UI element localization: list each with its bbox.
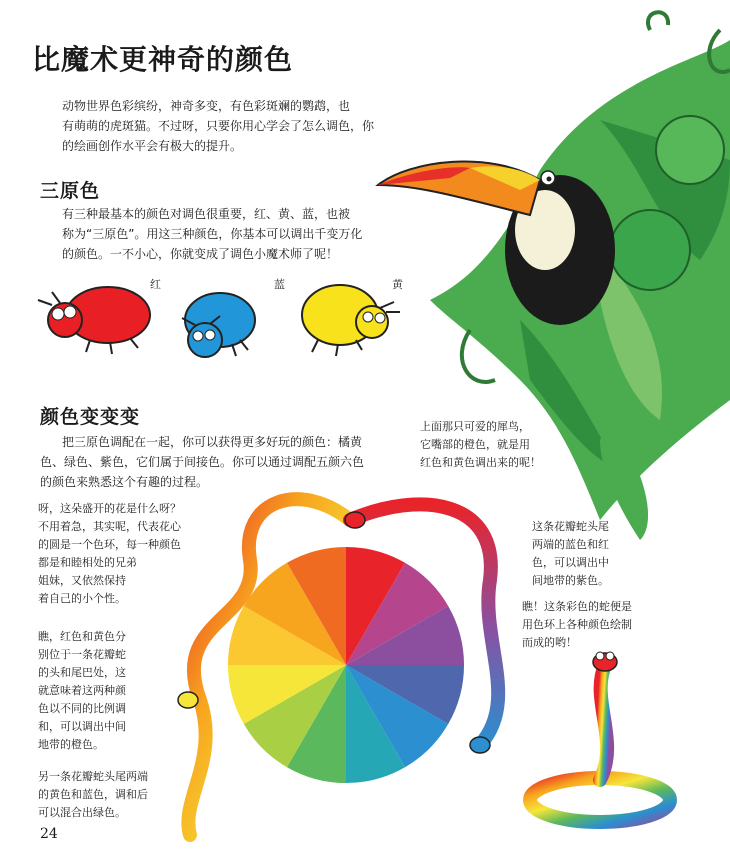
- body-line: 称为“三原色”。用这三种颜色，你基本可以调出千变万化: [62, 227, 363, 241]
- note-line: 可以混合出绿色。: [38, 806, 126, 819]
- note-line: 瞧，红色和黄色分: [38, 630, 126, 643]
- note-line: 上面那只可爱的犀鸟，: [420, 420, 530, 433]
- page-title: 比魔术更神奇的颜色: [32, 43, 294, 76]
- note-line: 而成的哟！: [522, 636, 577, 649]
- note-blue-red: [532, 518, 662, 590]
- note-line: 这条花瓣蛇头尾: [532, 520, 609, 533]
- note-line: 另一条花瓣蛇头尾两端: [38, 770, 148, 783]
- page-number: 24: [40, 826, 58, 842]
- note-line: 色，可以调出中: [532, 556, 609, 569]
- intro-paragraph: [62, 96, 382, 156]
- note-line: 都是和睦相处的兄弟: [38, 556, 137, 569]
- note-line: 呀，这朵盛开的花是什么呀？: [38, 502, 181, 515]
- note-line: 和，可以调出中间: [38, 720, 126, 733]
- section-heading-primary-colors: 三原色: [40, 180, 101, 202]
- note-line: 就意味着这两种颜: [38, 684, 126, 697]
- note-line: 的圆是一个色环，每一种颜色: [38, 538, 181, 551]
- note-line: 色以不同的比例调: [38, 702, 126, 715]
- body-line: 的颜色来熟悉这个有趣的过程。: [40, 475, 209, 489]
- primary-colors-paragraph: [62, 204, 382, 264]
- note-line: 的头和尾巴处，这: [38, 666, 126, 679]
- note-line: 不用着急，其实呢，代表花心: [38, 520, 181, 533]
- body-line: 有三种最基本的颜色对调色很重要，红、黄、蓝，也被: [62, 207, 351, 221]
- note-line: 瞧！这条彩色的蛇便是: [522, 600, 632, 613]
- intro-line: 的绘画创作水平会有极大的提升。: [62, 139, 243, 153]
- label-yellow: 黄: [392, 278, 403, 291]
- note-line: 间地带的紫色。: [532, 574, 609, 587]
- note-flower: [38, 500, 238, 608]
- note-line: 姐妹，又依然保持: [38, 574, 126, 587]
- note-toucan: [420, 418, 580, 472]
- note-line: 的黄色和蓝色，调和后: [38, 788, 148, 801]
- intro-line: 有萌萌的虎斑猫。不过呀，只要你用心学会了怎么调色，你: [62, 119, 375, 133]
- body-line: 把三原色调配在一起，你可以获得更多好玩的颜色：橘黄: [62, 435, 363, 449]
- section-heading-mixing: 颜色变变变: [40, 406, 141, 428]
- note-line: 红色和黄色调出来的呢！: [420, 456, 541, 469]
- label-red: 红: [150, 278, 161, 291]
- label-blue: 蓝: [274, 278, 285, 291]
- note-rainbow-snake: [522, 598, 702, 652]
- note-line: 它嘴部的橙色，就是用: [420, 438, 530, 451]
- body-line: 色、绿色、紫色，它们属于间接色。你可以通过调配五颜六色: [40, 455, 365, 469]
- note-yellow-blue: [38, 768, 228, 822]
- note-line: 着自己的小个性。: [38, 592, 126, 605]
- note-line: 两端的蓝色和红: [532, 538, 609, 551]
- note-line: 用色环上各种颜色绘制: [522, 618, 632, 631]
- mixing-paragraph: [40, 432, 370, 492]
- note-line: 地带的橙色。: [38, 738, 104, 751]
- note-red-yellow: [38, 628, 178, 754]
- body-line: 的颜色。一不小心，你就变成了调色小魔术师了呢！: [62, 247, 339, 261]
- note-line: 别位于一条花瓣蛇: [38, 648, 126, 661]
- intro-line: 动物世界色彩缤纷，神奇多变，有色彩斑斓的鹦鹉，也: [62, 99, 351, 113]
